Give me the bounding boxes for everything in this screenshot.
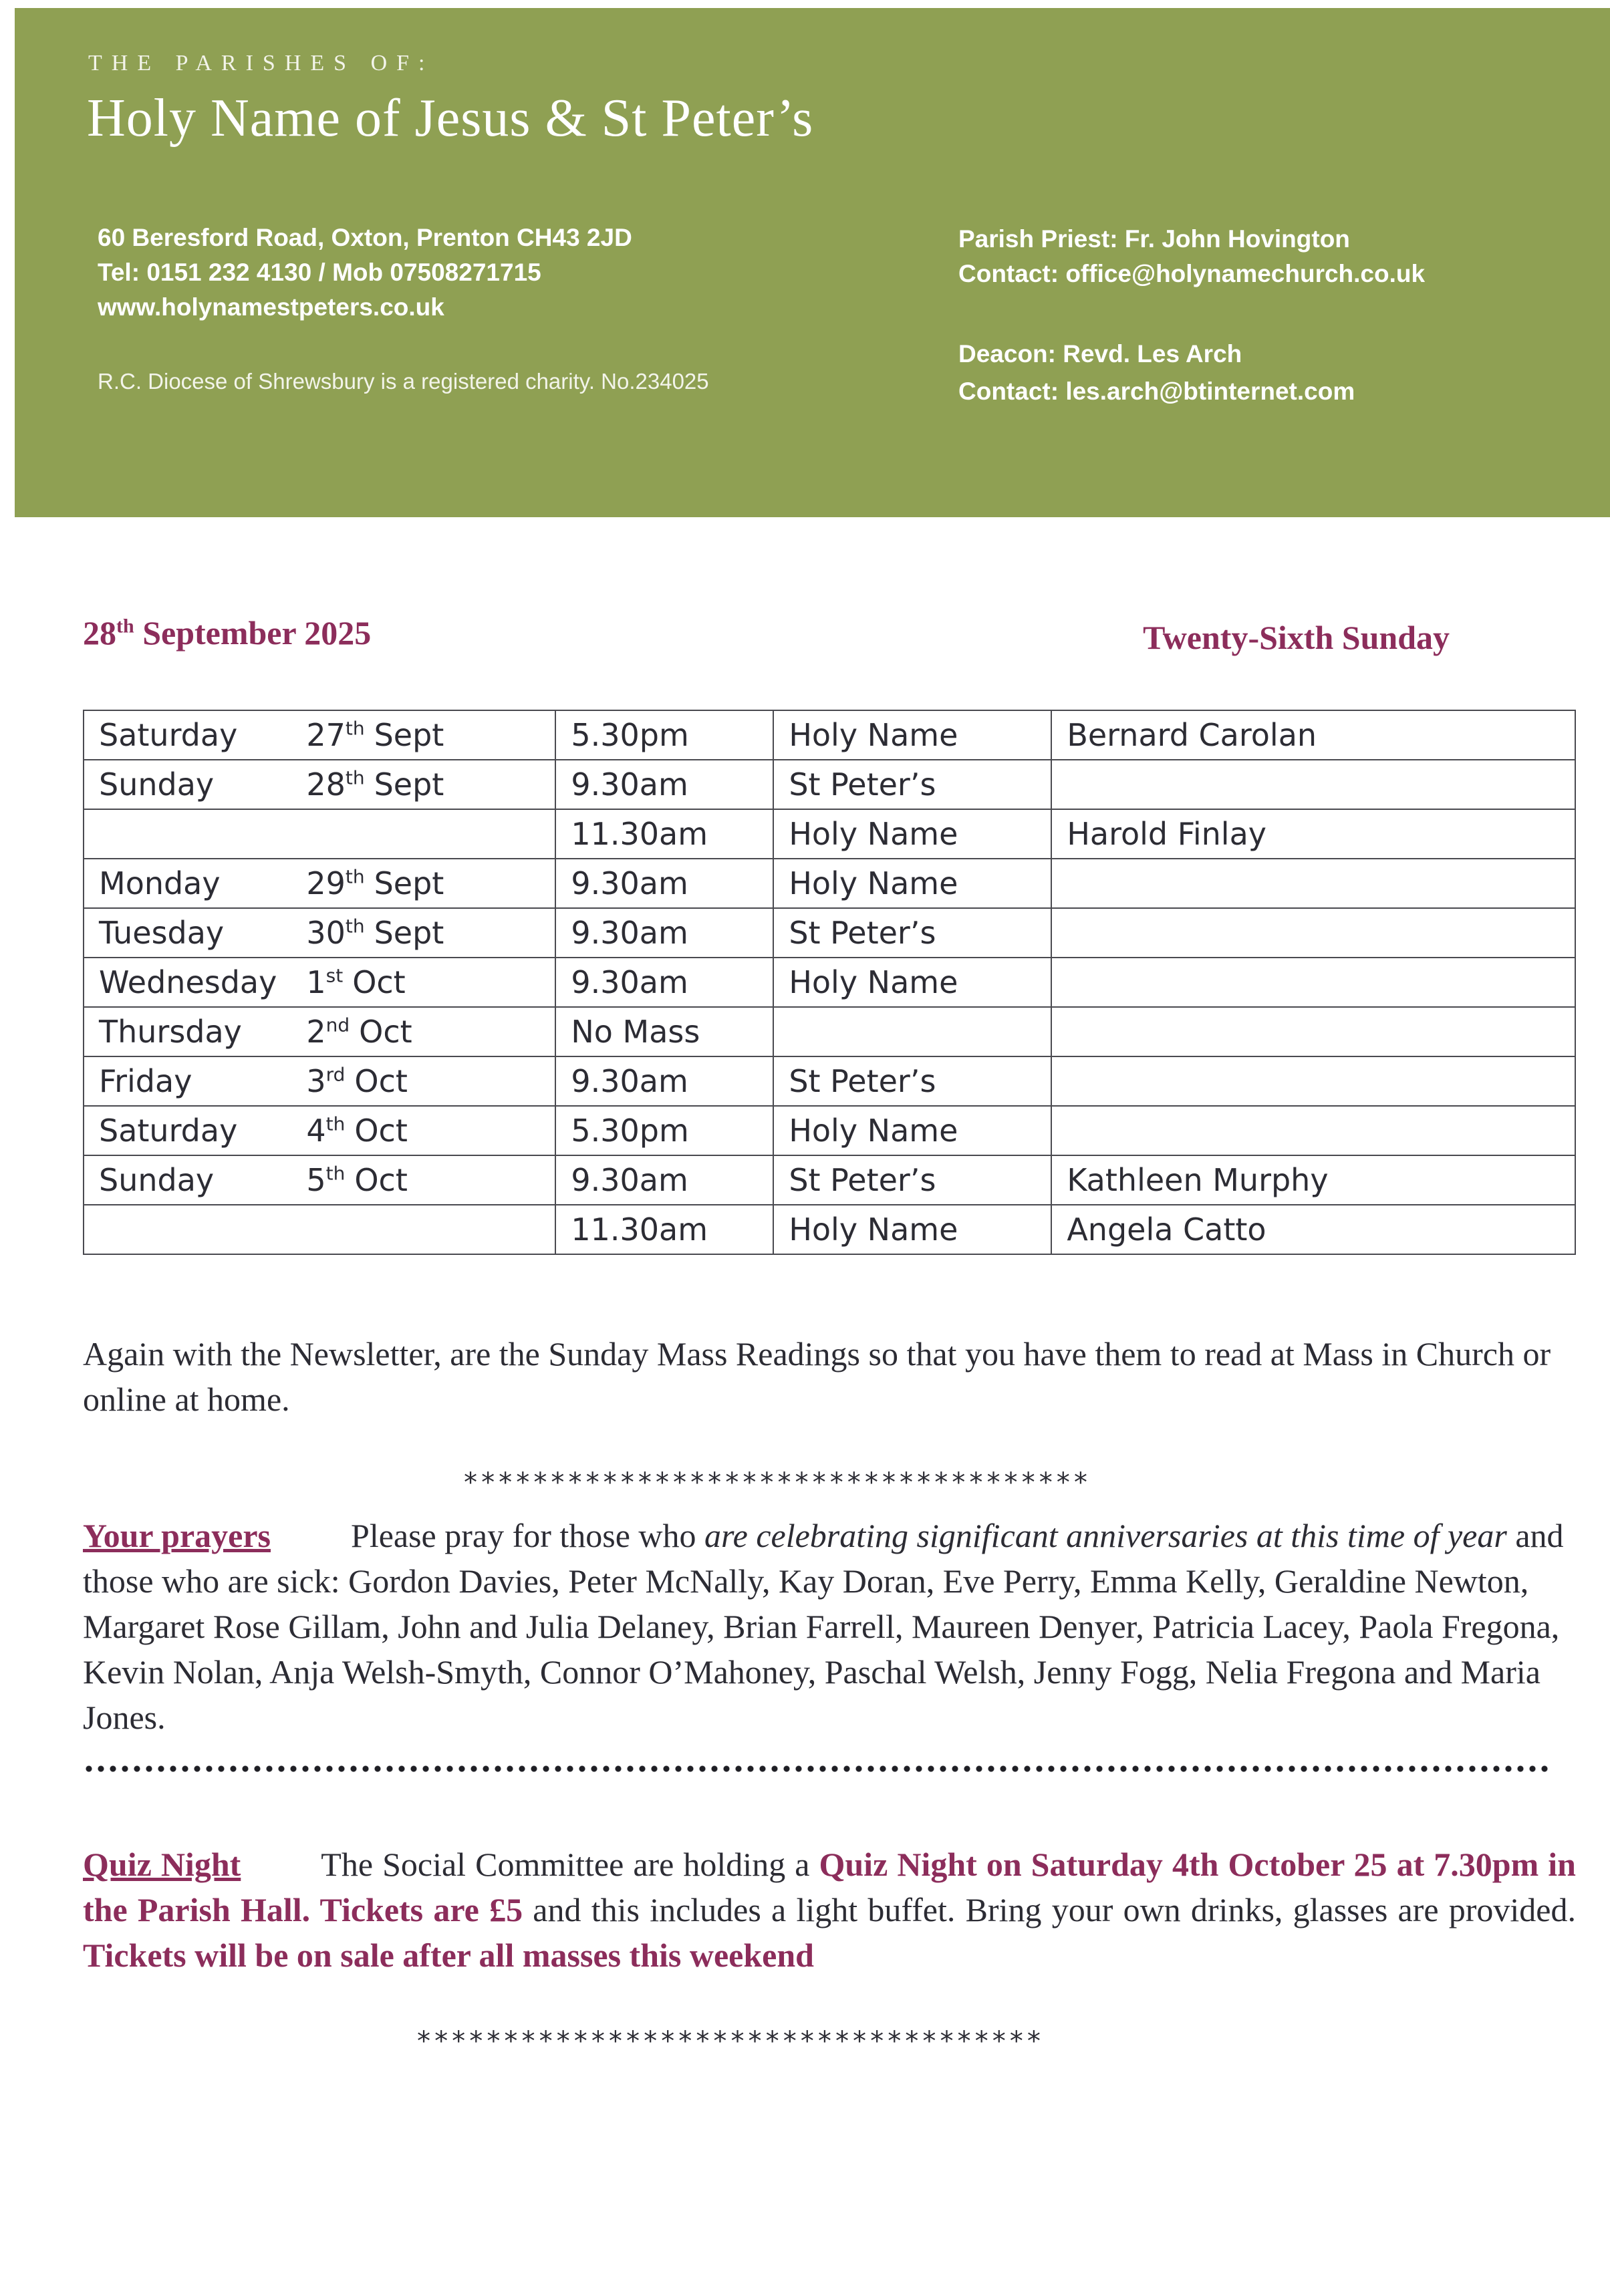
schedule-church [773, 1007, 1051, 1056]
schedule-day: Saturday [84, 1106, 291, 1155]
schedule-church: Holy Name [773, 859, 1051, 908]
schedule-row [84, 1155, 1575, 1205]
schedule-date-month: Oct [354, 1113, 408, 1149]
schedule-date [291, 760, 555, 809]
schedule-intention: Bernard Carolan [1051, 710, 1575, 760]
schedule-intention: Harold Finlay [1051, 809, 1575, 859]
date-suffix: th [116, 615, 134, 637]
schedule-date [291, 1056, 555, 1106]
schedule-row [84, 958, 1575, 1007]
schedule-date-number: 1 [306, 964, 326, 1000]
charity-note: R.C. Diocese of Shrewsbury is a registered charity. No.234025 [98, 369, 709, 394]
parish-name: Holy Name of Jesus & St Peter’s [87, 89, 814, 148]
schedule-time: No Mass [555, 1007, 773, 1056]
quiz-highlight-1: Quiz Night on Saturday 4th October 25 at 7.30pm in the Parish Hall. Tickets are £5 [83, 1846, 1576, 1928]
schedule-date [291, 1007, 555, 1056]
schedule-time: 9.30am [555, 859, 773, 908]
schedule-date-suffix: th [345, 717, 365, 740]
schedule-row [84, 1106, 1575, 1155]
schedule-intention [1051, 1056, 1575, 1106]
schedule-date-month: Oct [354, 1063, 408, 1099]
schedule-time: 9.30am [555, 958, 773, 1007]
quiz-section [83, 1842, 1576, 1978]
schedule-row [84, 1205, 1575, 1254]
schedule-time: 9.30am [555, 1056, 773, 1106]
schedule-intention [1051, 958, 1575, 1007]
schedule-row [84, 908, 1575, 958]
newsletter-date [83, 613, 371, 652]
schedule-row [84, 859, 1575, 908]
schedule-day [84, 1205, 291, 1254]
schedule-row [84, 710, 1575, 760]
priest-name: Parish Priest: Fr. John Hovington [958, 225, 1350, 253]
star-divider: ************************************ [462, 1467, 1090, 1498]
schedule-date-month: Sept [374, 717, 444, 753]
date-day: 28 [83, 614, 116, 652]
schedule-date-suffix: th [345, 865, 365, 888]
schedule-date-number: 2 [306, 1014, 326, 1050]
schedule-date [291, 908, 555, 958]
schedule-intention [1051, 859, 1575, 908]
schedule-day: Sunday [84, 1155, 291, 1205]
schedule-time: 9.30am [555, 760, 773, 809]
schedule-time: 5.30pm [555, 710, 773, 760]
schedule-date [291, 958, 555, 1007]
quiz-highlight-2: Tickets will be on sale after all masses this weekend [83, 1936, 814, 1974]
schedule-date-suffix: st [325, 964, 344, 987]
schedule-date-month: Sept [374, 865, 444, 901]
schedule-church: Holy Name [773, 958, 1051, 1007]
schedule-day [84, 809, 291, 859]
star-divider-bottom: ************************************ [416, 2026, 1043, 2057]
schedule-time: 9.30am [555, 1155, 773, 1205]
parish-phone: Tel: 0151 232 4130 / Mob 07508271715 [98, 259, 541, 286]
prayers-section [83, 1513, 1576, 1740]
quiz-text-2: and this includes a light buffet. Bring your own drinks, glasses are provided. [523, 1891, 1577, 1928]
schedule-date [291, 1155, 555, 1205]
masthead-kicker: THE PARISHES OF: [88, 51, 434, 76]
schedule-intention [1051, 1007, 1575, 1056]
priest-contact: Contact: office@holynamechurch.co.uk [958, 260, 1426, 287]
schedule-intention [1051, 760, 1575, 809]
schedule-row [84, 1007, 1575, 1056]
mass-schedule-body [84, 710, 1575, 1254]
schedule-intention [1051, 908, 1575, 958]
schedule-date-number: 30 [306, 915, 346, 951]
schedule-day: Sunday [84, 760, 291, 809]
readings-note: Again with the Newsletter, are the Sunday Mass Readings so that you have them to read at Mass in Church or online at home. [83, 1335, 1551, 1418]
schedule-date-suffix: th [325, 1113, 346, 1135]
schedule-time: 9.30am [555, 908, 773, 958]
schedule-church: Holy Name [773, 1205, 1051, 1254]
prayers-list: and those who are sick: Gordon Davies, Peter McNally, Kay Doran, Eve Perry, Emma Kelly, Geraldine Newton, Margaret Rose Gillam, John and Julia Delaney, Brian Farrell, Maureen Denyer, Patricia Lacey, Paola Fregona, Kevin Nolan, Anja Welsh-Smyth, Connor O’Mahoney, Paschal Welsh, Jenny Fogg, Nelia Fregona and Maria Jones. [83, 1517, 1564, 1736]
mass-schedule-table [83, 710, 1576, 1255]
schedule-date-month: Oct [352, 964, 406, 1000]
masthead [15, 8, 1610, 517]
schedule-date-suffix: th [345, 766, 365, 789]
schedule-church: Holy Name [773, 1106, 1051, 1155]
quiz-heading: Quiz Night [83, 1846, 241, 1883]
schedule-date-number: 4 [306, 1113, 326, 1149]
schedule-date [291, 1106, 555, 1155]
schedule-row [84, 1056, 1575, 1106]
parish-address: 60 Beresford Road, Oxton, Prenton CH43 2JD [98, 224, 632, 251]
liturgical-sunday: Twenty-Sixth Sunday [1143, 619, 1450, 656]
deacon-contact: Contact: les.arch@btinternet.com [958, 378, 1355, 405]
schedule-church: St Peter’s [773, 908, 1051, 958]
deacon-block [958, 335, 1355, 410]
parish-contact-block [98, 221, 632, 325]
schedule-date-number: 3 [306, 1063, 326, 1099]
schedule-church: Holy Name [773, 710, 1051, 760]
schedule-row [84, 809, 1575, 859]
schedule-date-month: Sept [374, 915, 444, 951]
schedule-day: Wednesday [84, 958, 291, 1007]
schedule-day: Friday [84, 1056, 291, 1106]
schedule-intention: Kathleen Murphy [1051, 1155, 1575, 1205]
schedule-time: 11.30am [555, 1205, 773, 1254]
prayers-heading: Your prayers [83, 1517, 271, 1554]
schedule-date-month: Sept [374, 766, 444, 803]
date-rest: September 2025 [134, 614, 372, 652]
schedule-date [291, 859, 555, 908]
schedule-church: St Peter’s [773, 1056, 1051, 1106]
schedule-day: Tuesday [84, 908, 291, 958]
schedule-date-suffix: nd [325, 1014, 350, 1036]
prayers-lead: Please pray for those who [351, 1517, 705, 1554]
schedule-church: St Peter’s [773, 1155, 1051, 1205]
schedule-date-suffix: rd [325, 1063, 346, 1086]
schedule-date-month: Oct [359, 1014, 412, 1050]
schedule-date-number: 27 [306, 717, 346, 753]
schedule-date [291, 809, 555, 859]
schedule-intention [1051, 1106, 1575, 1155]
schedule-date [291, 1205, 555, 1254]
quiz-text-1: The Social Committee are holding a [321, 1846, 819, 1883]
deacon-name: Deacon: Revd. Les Arch [958, 340, 1242, 368]
schedule-day: Monday [84, 859, 291, 908]
schedule-intention: Angela Catto [1051, 1205, 1575, 1254]
schedule-day: Saturday [84, 710, 291, 760]
schedule-date-number: 28 [306, 766, 346, 803]
schedule-row [84, 760, 1575, 809]
schedule-church: St Peter’s [773, 760, 1051, 809]
priest-block [958, 222, 1425, 291]
schedule-day: Thursday [84, 1007, 291, 1056]
schedule-time: 5.30pm [555, 1106, 773, 1155]
schedule-date-number: 29 [306, 865, 346, 901]
dotted-divider [83, 1764, 1551, 1773]
schedule-date-suffix: th [345, 915, 365, 938]
schedule-date-month: Oct [354, 1162, 408, 1198]
schedule-church: Holy Name [773, 809, 1051, 859]
schedule-date [291, 710, 555, 760]
schedule-date-suffix: th [325, 1162, 346, 1185]
schedule-date-number: 5 [306, 1162, 326, 1198]
parish-website: www.holynamestpeters.co.uk [98, 293, 444, 321]
prayers-anniversaries: are celebrating significant anniversaries at this time of year [704, 1517, 1507, 1554]
schedule-time: 11.30am [555, 809, 773, 859]
